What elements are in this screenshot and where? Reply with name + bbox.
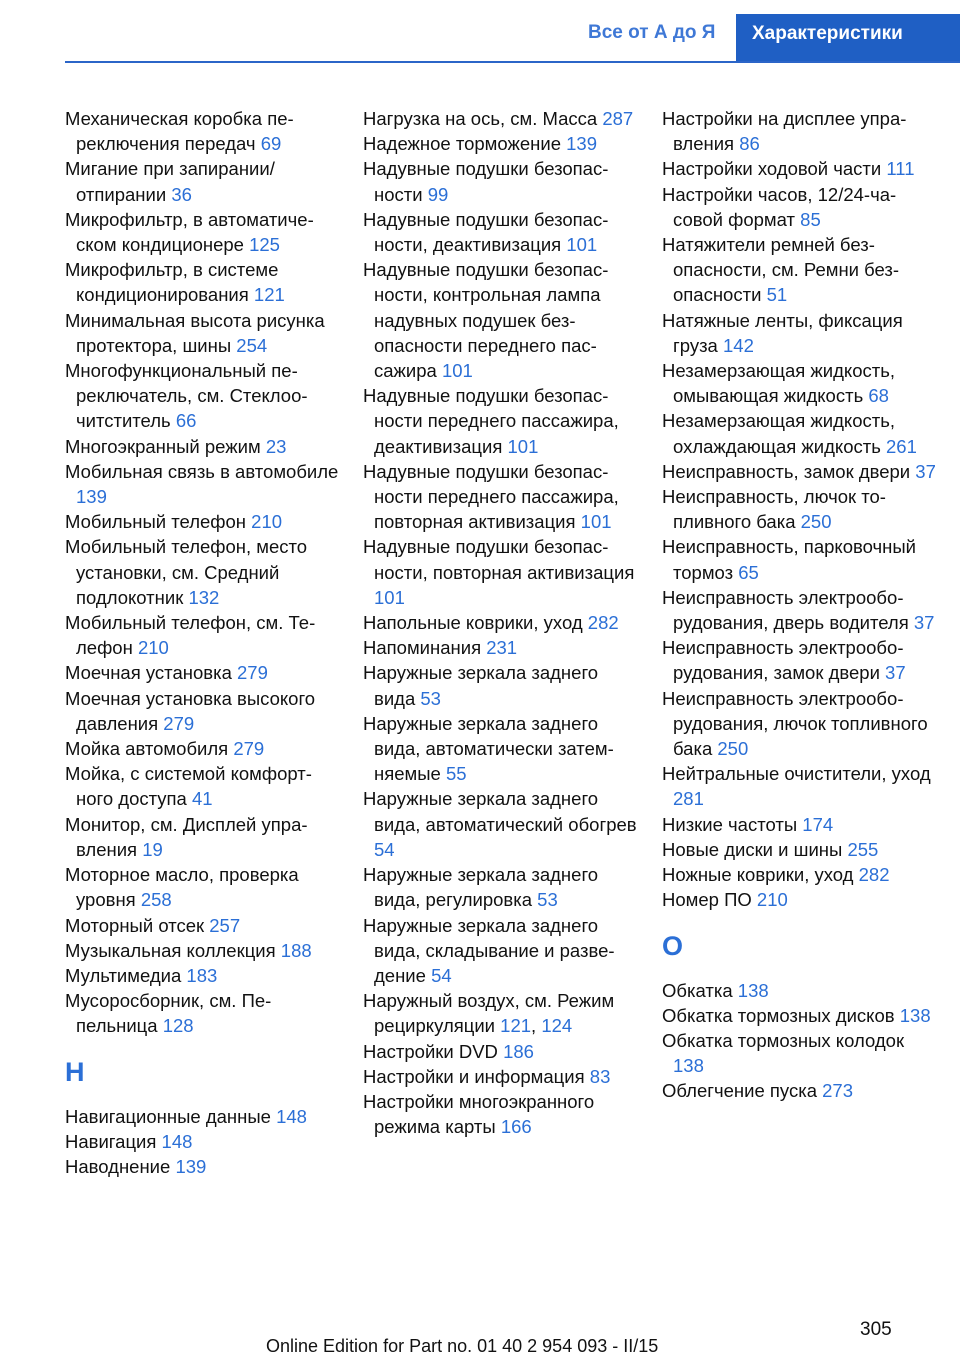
- page-reference-link[interactable]: 142: [723, 334, 754, 356]
- index-entry: [65, 963, 340, 988]
- index-entry-text: Обкатка тормозных дисков: [662, 1004, 895, 1026]
- index-entry: [363, 862, 638, 912]
- index-entry-text: Натяжные ленты, фиксация груза: [662, 309, 903, 356]
- index-entry: [662, 484, 937, 534]
- page-reference-link[interactable]: 19: [142, 838, 163, 860]
- index-entry-text: Надежное торможение: [363, 133, 561, 155]
- index-entry-text: Облегчение пуска: [662, 1080, 817, 1102]
- index-entry: [65, 308, 340, 358]
- index-entry-text: Надувные подушки безопасности: [363, 158, 609, 205]
- page-reference-link[interactable]: 101: [507, 435, 539, 457]
- index-entry-text: Микрофильтр, в автоматическом кондиционере: [65, 208, 314, 256]
- index-entry: [65, 660, 340, 685]
- index-entry: [65, 913, 340, 938]
- index-entry: [662, 232, 937, 308]
- page-reference-link[interactable]: 139: [76, 486, 107, 508]
- index-entry: [662, 585, 937, 635]
- index-entry: [65, 812, 340, 862]
- page-reference-link[interactable]: 281: [673, 788, 704, 810]
- index-entry: [65, 736, 340, 761]
- index-entry-text: Настройки и информация: [363, 1065, 585, 1087]
- page-reference-link[interactable]: 101: [441, 360, 473, 382]
- index-entry: [363, 534, 638, 610]
- index-column-3: [662, 106, 937, 1104]
- page-reference-link[interactable]: 53: [537, 889, 558, 911]
- page-reference-link[interactable]: 138: [737, 979, 769, 1001]
- page-reference-link[interactable]: 65: [738, 561, 759, 583]
- index-entry-text: Настройки многоэкранного режима карты: [363, 1090, 595, 1138]
- index-entry-text: Напольные коврики, уход: [363, 612, 583, 634]
- page-reference-link[interactable]: 210: [251, 511, 283, 533]
- index-entry: [65, 534, 340, 610]
- page-reference-link[interactable]: 37: [915, 460, 936, 482]
- page-reference-link[interactable]: 166: [500, 1116, 532, 1138]
- page-reference-link[interactable]: 101: [566, 234, 598, 256]
- index-entry: [662, 887, 937, 912]
- index-entry: [65, 610, 340, 660]
- index-entry: [363, 459, 638, 535]
- page-reference-link[interactable]: 279: [237, 662, 268, 684]
- page-reference-link[interactable]: 231: [486, 637, 518, 659]
- index-entry-text: Ножные коврики, уход: [662, 864, 854, 886]
- index-entry: [662, 459, 937, 484]
- page-reference-link[interactable]: 138: [899, 1004, 931, 1026]
- index-entry-text: Наружный воздух, см. Режим рециркуляции: [363, 990, 615, 1037]
- index-entry-text: Неисправность, парковочный тормоз: [662, 536, 916, 583]
- index-entry: [363, 913, 638, 989]
- index-entry-text: Мобильный телефон, место установки, см. Средний подлокотник: [65, 536, 308, 608]
- index-entry-text: Обкатка: [662, 979, 733, 1001]
- index-entry-text: Моторное масло, проверка уровня: [65, 864, 299, 911]
- index-entry-text: Механическая коробка переключения передач: [65, 108, 294, 155]
- index-entry-text: Наводнение: [65, 1155, 171, 1177]
- page-reference-link[interactable]: 85: [800, 208, 821, 230]
- index-entry-text: Наружные зеркала заднего вида: [363, 662, 599, 709]
- page-reference-link[interactable]: 254: [236, 334, 268, 356]
- index-entry-text: Новые диски и шины: [662, 838, 843, 860]
- page-reference-link[interactable]: 125: [249, 234, 280, 256]
- index-entry-text: Незамерзающая жидкость, охлаждающая жидкость: [662, 410, 896, 457]
- index-entry: [662, 308, 937, 358]
- index-entry: [65, 988, 340, 1038]
- page-reference-link[interactable]: 174: [802, 813, 834, 835]
- page-reference-link[interactable]: 69: [260, 133, 282, 155]
- page-reference-link[interactable]: 132: [188, 586, 220, 608]
- page-reference-link[interactable]: 282: [587, 612, 619, 634]
- page-reference-link[interactable]: 101: [580, 511, 612, 533]
- page-reference-link[interactable]: 36: [171, 183, 192, 205]
- index-entry-text: Натяжители ремней безопасности, см. Ремни безопасности: [662, 234, 900, 306]
- page-reference-link[interactable]: 273: [822, 1080, 854, 1102]
- index-entry: [662, 534, 937, 584]
- index-entry-text: Неисправность электрооборудования, дверь водителя: [662, 586, 909, 634]
- page-reference-link[interactable]: 111: [886, 158, 915, 180]
- page-reference-link[interactable]: 188: [280, 939, 312, 961]
- index-entry: [65, 938, 340, 963]
- index-entry: [662, 837, 937, 862]
- index-entry: [662, 1003, 937, 1028]
- page-reference-link[interactable]: 121: [253, 284, 285, 306]
- index-entry-text: Надувные подушки безопасности, деактивизация: [363, 208, 609, 256]
- index-entry-text: Обкатка тормозных колодок: [662, 1029, 905, 1051]
- page-reference-link[interactable]: 139: [566, 133, 597, 155]
- page-reference-link[interactable]: 53: [420, 687, 441, 709]
- index-entry-text: Мигание при запирании/отпирании: [65, 158, 275, 205]
- page-reference-link[interactable]: 183: [186, 964, 218, 986]
- index-entry-text: Мобильный телефон: [65, 511, 247, 533]
- index-entry-text: Наружные зеркала заднего вида, складывание и разведение: [363, 914, 615, 986]
- index-entry: [65, 509, 340, 534]
- index-entry-text: Нагрузка на ось, см. Масса: [363, 108, 598, 129]
- index-entry: [363, 786, 638, 862]
- index-entry-text: Мультимедиа: [65, 964, 182, 986]
- page-reference-link[interactable]: 186: [503, 1040, 534, 1062]
- index-entry-text: Мойка автомобиля: [65, 738, 229, 760]
- index-entry: [65, 862, 340, 912]
- index-entry-text: Многоэкранный режим: [65, 435, 261, 457]
- page-reference-link[interactable]: 83: [589, 1065, 611, 1087]
- index-entry-text: Моторный отсек: [65, 914, 205, 936]
- index-entry-text: Моечная установка: [65, 662, 232, 684]
- page-reference-link[interactable]: 86: [739, 133, 760, 155]
- index-letter-heading: Н: [65, 1056, 85, 1087]
- page-reference-link[interactable]: 51: [766, 284, 788, 306]
- index-entry-text: Мобильный телефон, см. Телефон: [65, 612, 316, 659]
- index-entry-text: Настройки на дисплее управления: [662, 108, 907, 155]
- index-entry: [65, 459, 340, 509]
- index-entry: [662, 686, 937, 762]
- index-entry-text: Нейтральные очистители, уход: [662, 763, 931, 785]
- index-entry-text: Мусоросборник, см. Пепельница: [65, 990, 272, 1037]
- page-reference-link[interactable]: 148: [276, 1105, 307, 1127]
- index-entry-text: Надувные подушки безопасности, повторная активизация: [363, 536, 635, 583]
- index-entry: [65, 358, 340, 434]
- index-entry-text: Мобильная связь в автомобиле: [65, 460, 339, 482]
- index-entry-text: Минимальная высота рисунка протектора, шины: [65, 309, 325, 356]
- index-entry: [662, 156, 937, 181]
- index-entry-text: Настройки часов, 12/24-часовой формат: [662, 183, 897, 230]
- index-entry-text: Наружные зеркала заднего вида, автоматический обогрев: [363, 788, 637, 835]
- index-entry: [363, 635, 638, 660]
- page-reference-link[interactable]: 255: [847, 838, 879, 860]
- index-entry-text: Низкие частоты: [662, 813, 798, 835]
- index-column-1: [65, 106, 340, 1179]
- page-reference-link[interactable]: 287: [602, 108, 634, 129]
- index-letter-heading: О: [662, 930, 684, 961]
- index-entry: [662, 812, 937, 837]
- index-entry: [363, 257, 638, 383]
- index-entry-text: Неисправность электрооборудования, замок двери: [662, 637, 904, 684]
- index-entry: [65, 257, 340, 307]
- index-entry: [662, 106, 937, 156]
- page-reference-link[interactable]: 55: [445, 763, 467, 785]
- index-entry: [363, 131, 638, 156]
- index-entry: [662, 862, 937, 887]
- index-entry: [363, 1064, 638, 1089]
- index-entry-text: Навигационные данные: [65, 1105, 271, 1127]
- index-entry-text: Микрофильтр, в системе кондиционирования: [65, 259, 279, 306]
- index-entry: [363, 660, 638, 710]
- index-entry-text: Монитор, см. Дисплей управления: [65, 813, 308, 860]
- index-entry: [662, 761, 937, 811]
- index-entry: [65, 156, 340, 206]
- index-entry: [65, 761, 340, 811]
- page-reference-link[interactable]: 148: [161, 1130, 193, 1152]
- page-reference-link[interactable]: 124: [541, 1015, 573, 1037]
- page-reference-link[interactable]: 261: [886, 435, 917, 457]
- index-entry: Наружный воздух, см. Режим рециркуляции 121, 124: [363, 990, 615, 1037]
- index-entry: [363, 1039, 638, 1064]
- page-reference-link[interactable]: 37: [885, 662, 906, 684]
- index-entry: [662, 408, 937, 458]
- page-reference-link[interactable]: 210: [137, 637, 169, 659]
- page-reference-link[interactable]: 282: [858, 864, 890, 886]
- page-reference-link[interactable]: 66: [175, 410, 197, 432]
- index-entry: [363, 610, 638, 635]
- index-entry: [65, 434, 340, 459]
- page-reference-link[interactable]: 68: [868, 385, 889, 407]
- index-entry-text: Навигация: [65, 1130, 157, 1152]
- page-reference-link[interactable]: 128: [162, 1015, 194, 1037]
- index-entry: [65, 207, 340, 257]
- index-entry: [65, 1154, 340, 1179]
- page-reference-link[interactable]: 279: [233, 738, 265, 760]
- index-entry-text: Музыкальная коллекция: [65, 939, 276, 961]
- index-entry: [363, 1089, 638, 1139]
- index-entry-text: Неисправность электрооборудования, лючок топливного бака: [662, 687, 928, 760]
- index-entry-text: Надувные подушки безопасности переднего пассажира, деактивизация: [363, 385, 619, 457]
- index-entry-text: Наружные зеркала заднего вида, автоматически затемняемые: [363, 712, 614, 785]
- index-entry-text: Многофункциональный переключатель, см. Стеклоочитститель: [65, 360, 308, 432]
- index-entry: [65, 1104, 340, 1129]
- index-entry: [662, 635, 937, 685]
- index-entry: [662, 1028, 937, 1078]
- page-reference-link[interactable]: 250: [800, 511, 832, 533]
- index-entry: [363, 207, 638, 257]
- page-reference-link[interactable]: 258: [140, 889, 172, 911]
- index-entry-text: Настройки ходовой части: [662, 158, 882, 180]
- page-number: 305: [860, 1319, 892, 1340]
- page-reference-link[interactable]: 250: [717, 738, 749, 760]
- index-entry: [662, 358, 937, 408]
- page-reference-link[interactable]: 210: [756, 889, 788, 911]
- page-reference-link[interactable]: 99: [427, 183, 449, 205]
- index-column-2: [363, 106, 638, 1139]
- index-entry-text: Незамерзающая жидкость, омывающая жидкость: [662, 360, 896, 407]
- index-entry-text: Неисправность, замок двери: [662, 460, 911, 482]
- header-rule: [65, 61, 960, 63]
- page-reference-link[interactable]: 279: [163, 712, 195, 734]
- header-active-tab[interactable]: Характеристики: [736, 14, 960, 63]
- footer-edition: Online Edition for Part no. 01 40 2 954 093 - II/15: [266, 1336, 659, 1356]
- page-reference-link[interactable]: 138: [673, 1055, 704, 1077]
- index-entry: [662, 182, 937, 232]
- index-entry-text: Напоминания: [363, 637, 482, 659]
- index-entry: [65, 1129, 340, 1154]
- index-entry-text: Надувные подушки безопасности переднего пассажира, повторная активизация: [363, 460, 619, 533]
- index-entry-text: Моечная установка высокого давления: [65, 687, 316, 734]
- page-reference-link[interactable]: 257: [209, 914, 241, 936]
- index-entry-text: Настройки DVD: [363, 1040, 498, 1062]
- index-entry: [363, 711, 638, 787]
- index-entry: [363, 156, 638, 206]
- header-section-link[interactable]: Все от А до Я: [588, 22, 716, 43]
- page-reference-link[interactable]: 54: [431, 964, 452, 986]
- page-reference-link[interactable]: 101: [374, 586, 405, 608]
- page-reference-link[interactable]: 37: [913, 612, 935, 634]
- index-entry: [662, 978, 937, 1003]
- index-entry: [65, 106, 340, 156]
- index-entry-text: Надувные подушки безопасности, контрольная лампа надувных подушек безопасности переднего пассажира: [363, 259, 609, 382]
- page-reference-link[interactable]: 121: [500, 1015, 532, 1037]
- page-reference-link[interactable]: 54: [374, 838, 395, 860]
- index-entry: [363, 106, 638, 131]
- page-reference-link[interactable]: 41: [192, 788, 213, 810]
- index-entry: [662, 1078, 937, 1103]
- page-reference-link[interactable]: 139: [175, 1155, 207, 1177]
- index-entry-text: Номер ПО: [662, 889, 752, 911]
- page-reference-link[interactable]: 23: [265, 435, 287, 457]
- index-entry: [65, 686, 340, 736]
- index-entry-text: Неисправность, лючок топливного бака: [662, 486, 886, 533]
- index-entry-text: Мойка, с системой комфортного доступа: [65, 763, 312, 810]
- index-entry-text: Наружные зеркала заднего вида, регулировка: [363, 864, 599, 911]
- index-entry: [363, 383, 638, 459]
